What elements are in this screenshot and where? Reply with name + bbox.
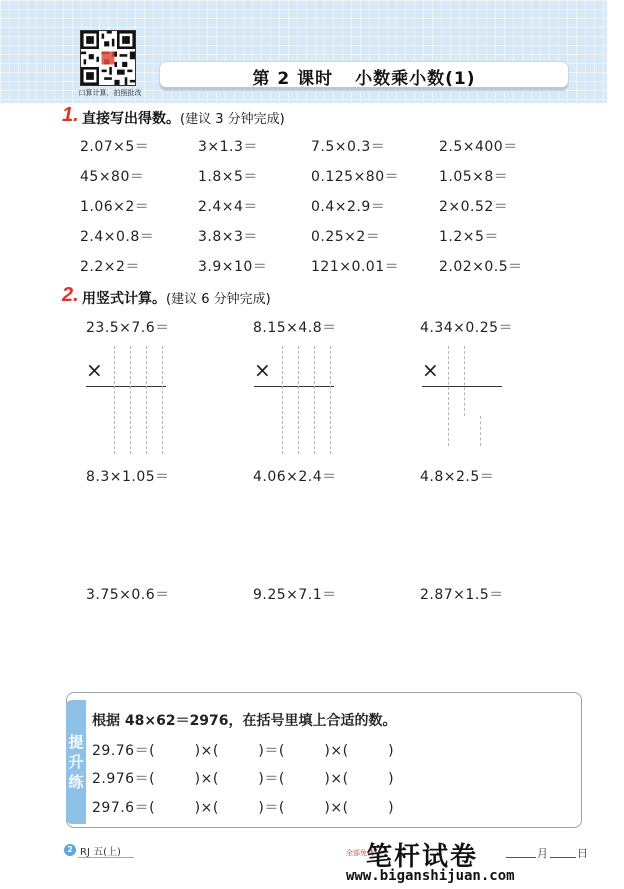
fill-blank-row[interactable]: 2.976＝( )×( )＝( )×( ) xyxy=(92,771,395,787)
product-line xyxy=(254,386,334,387)
product-line xyxy=(422,386,502,387)
vertical-calc-guide xyxy=(254,346,336,456)
oral-problem: 1.06×2＝ xyxy=(80,199,150,215)
oral-problem: 2×0.52＝ xyxy=(439,199,509,215)
oral-problem: 3.9×10＝ xyxy=(198,259,268,275)
column-guide xyxy=(330,346,331,454)
oral-problem: 3.8×3＝ xyxy=(198,229,258,245)
vertical-calc-guide xyxy=(422,346,504,456)
times-sign: × xyxy=(422,358,439,382)
oral-problem: 2.2×2＝ xyxy=(80,259,140,275)
column-guide xyxy=(162,346,163,454)
product-line xyxy=(86,386,166,387)
watermark-title: 笔杆试卷 xyxy=(366,842,479,872)
watermark-url[interactable]: www.biganshijuan.com xyxy=(346,868,515,884)
qr-caption: 口算计算，拍照批改 xyxy=(78,89,142,97)
vertical-problem: 3.75×0.6＝ xyxy=(86,587,170,603)
vertical-problem: 4.06×2.4＝ xyxy=(253,469,337,485)
vertical-problem: 4.34×0.25＝ xyxy=(420,320,514,336)
lesson-title: 小数乘小数(1) xyxy=(355,68,476,89)
vertical-problem: 8.3×1.05＝ xyxy=(86,469,170,485)
vertical-problem: 2.87×1.5＝ xyxy=(420,587,504,603)
column-guide xyxy=(314,346,315,454)
oral-problem: 2.4×0.8＝ xyxy=(80,229,155,245)
grade-tag: RJ 五(上) xyxy=(80,847,121,858)
day-label: 日 xyxy=(577,847,588,860)
fill-blank-row[interactable]: 297.6＝( )×( )＝( )×( ) xyxy=(92,800,395,816)
oral-problem: 2.4×4＝ xyxy=(198,199,258,215)
column-guide xyxy=(448,346,449,446)
oral-problem: 0.25×2＝ xyxy=(311,229,381,245)
section-2-heading xyxy=(82,288,271,308)
vertical-problem: 9.25×7.1＝ xyxy=(253,587,337,603)
oral-problem: 2.07×5＝ xyxy=(80,139,150,155)
section-2-number: 2. xyxy=(62,284,79,306)
column-guide xyxy=(130,346,131,454)
oral-problem: 45×80＝ xyxy=(80,169,145,185)
oral-problem: 2.02×0.5＝ xyxy=(439,259,523,275)
lesson-number: 第 2 课时 xyxy=(252,68,334,89)
oral-problem: 0.4×2.9＝ xyxy=(311,199,386,215)
month-label: 月 xyxy=(537,847,548,860)
column-guide xyxy=(480,416,481,446)
section-1-title: 直接写出得数。 xyxy=(82,111,180,127)
vertical-problem: 4.8×2.5＝ xyxy=(420,469,495,485)
column-guide xyxy=(114,346,115,454)
oral-problem: 1.05×8＝ xyxy=(439,169,509,185)
column-guide xyxy=(298,346,299,454)
boost-label-char: 练 xyxy=(68,773,84,791)
qr-code-icon[interactable] xyxy=(80,30,136,86)
oral-problem: 0.125×80＝ xyxy=(311,169,400,185)
fill-blank-row[interactable]: 29.76＝( )×( )＝( )×( ) xyxy=(92,743,395,759)
watermark-small-text: 全部免费 xyxy=(346,849,374,857)
oral-problem: 2.5×400＝ xyxy=(439,139,518,155)
qr-code-graphic xyxy=(81,31,135,85)
section-2-note: (建议 6 分钟完成) xyxy=(166,292,271,307)
column-guide xyxy=(282,346,283,454)
boost-practice-label xyxy=(66,700,86,824)
month-blank[interactable] xyxy=(506,857,536,858)
footer-divider xyxy=(78,857,134,858)
oral-problem: 121×0.01＝ xyxy=(311,259,400,275)
page-number-badge: 2 xyxy=(64,844,76,856)
vertical-problem: 8.15×4.8＝ xyxy=(253,320,337,336)
oral-problem: 1.8×5＝ xyxy=(198,169,258,185)
lesson-title-banner xyxy=(160,62,568,90)
section-1-heading xyxy=(82,108,285,128)
times-sign: × xyxy=(86,358,103,382)
column-guide xyxy=(464,346,465,416)
oral-problem: 3×1.3＝ xyxy=(198,139,258,155)
boost-label-char: 提 xyxy=(68,733,84,751)
oral-problem: 7.5×0.3＝ xyxy=(311,139,386,155)
oral-problem-grid xyxy=(80,136,540,286)
section-2-title: 用竖式计算。 xyxy=(82,291,166,307)
column-guide xyxy=(146,346,147,454)
vertical-calc-guide xyxy=(86,346,168,456)
vertical-problem: 23.5×7.6＝ xyxy=(86,320,170,336)
times-sign: × xyxy=(254,358,271,382)
oral-problem: 1.2×5＝ xyxy=(439,229,499,245)
boost-label-char: 升 xyxy=(68,753,84,771)
section-1-number: 1. xyxy=(62,104,79,126)
boost-instruction: 根据 48×62＝2976，在括号里填上合适的数。 xyxy=(92,713,397,729)
day-blank[interactable] xyxy=(550,857,576,858)
section-1-note: (建议 3 分钟完成) xyxy=(180,112,285,127)
